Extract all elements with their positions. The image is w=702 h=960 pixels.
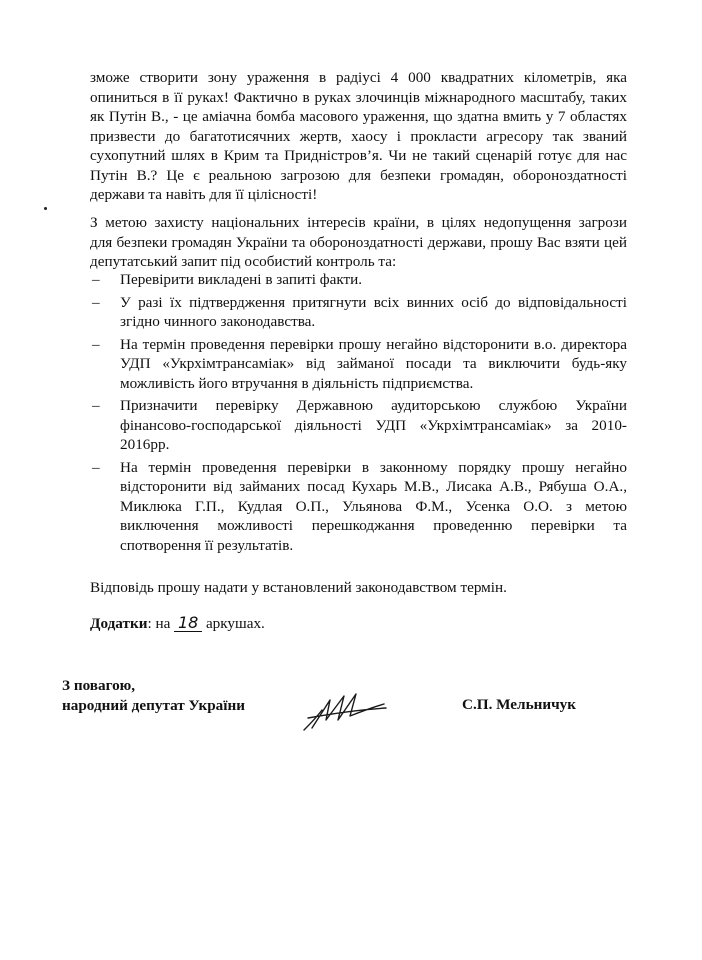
closing-title: народний депутат України <box>62 696 245 714</box>
request-item <box>90 270 627 290</box>
attachments-label: Додатки <box>90 615 148 632</box>
purpose-line: депутатський запит під особистий контроль та: <box>90 253 397 270</box>
signature-image <box>300 690 390 736</box>
list-dash: – <box>92 335 100 353</box>
request-line: фінансово-господарської діяльності УДП «Укрхімтрансаміак» за 2010- <box>120 416 627 434</box>
request-item <box>90 335 627 394</box>
purpose-line: для безпеки громадян України та обороноздатності держави, прошу Вас взяти цей <box>90 233 627 251</box>
intro-line: сухопутний шлях в Крим та Придністров’я. Чи не такий сценарій готує для нас <box>90 147 627 164</box>
request-line: виключення можливості перешкоджання проведенню перевірки та <box>120 517 627 534</box>
list-dash: – <box>92 271 100 288</box>
attachments-prefix: : на <box>147 615 175 632</box>
attachments-line <box>90 614 265 634</box>
purpose-paragraph <box>90 213 627 272</box>
intro-line: як Путін В., - це аміачна бомба масового ураження, що здатна вмить у 7 областях <box>90 108 627 125</box>
request-line: Призначити перевірку Державною аудиторською службою України <box>120 397 627 414</box>
intro-line: опиниться в її руках! Фактично в руках злочинців міжнародного масштабу, таких <box>90 88 627 106</box>
intro-line: Путін В.? Це є реальною загрозою для безпеки громадян, обороноздатності <box>90 166 627 184</box>
request-line: спотворення її результатів. <box>120 536 294 554</box>
answer-request: Відповідь прошу надати у встановлений законодавством термін. <box>90 579 507 596</box>
intro-line: зможе створити зону ураження в радіусі 4 000 квадратних кілометрів, яка <box>90 69 627 86</box>
intro-line: держави та навіть для її цілісності! <box>90 186 318 203</box>
purpose-line: З метою захисту національних інтересів країни, в цілях недопущення загрози <box>90 214 627 231</box>
request-line: 2016рр. <box>120 436 170 453</box>
closing-greeting: З повагою, <box>62 677 136 694</box>
request-item <box>90 293 627 332</box>
request-line: На термін проведення перевірки в законному порядку прошу негайно <box>120 458 627 476</box>
intro-paragraph <box>90 68 627 205</box>
list-dash: – <box>92 397 100 414</box>
request-line: На термін проведення перевірки прошу негайно відсторонити в.о. директора <box>120 335 627 353</box>
request-line: У разі їх підтвердження притягнути всіх винних осіб до відповідальності <box>120 293 627 311</box>
requests-list <box>90 270 627 558</box>
list-dash: – <box>92 293 100 311</box>
request-line: згідно чинного законодавства. <box>120 313 316 330</box>
request-line: УДП «Укрхімтрансаміак» від займаної посади та виключити будь-яку <box>120 355 627 372</box>
signer-name: С.П. Мельничук <box>462 696 577 713</box>
request-line: Перевірити викладені в запиті факти. <box>120 271 363 288</box>
attachments-count: 18 <box>174 615 202 632</box>
request-line: можливість його втручання в діяльність підприємства. <box>120 374 474 392</box>
scan-speck <box>44 207 47 210</box>
intro-line: призвести до багатотисячних жертв, хаосу і прокласти агресору так званий <box>90 127 627 145</box>
request-line: відсторонити від займаних посад Кухарь М.В., Лисака А.В., Рябуша О.А., <box>120 478 627 495</box>
request-item <box>90 458 627 556</box>
list-dash: – <box>92 458 100 476</box>
request-line: Миклюка Г.П., Кудлая О.П., Ульянова Ф.М., Усенка О.О. з метою <box>120 497 627 515</box>
attachments-suffix: аркушах. <box>202 615 265 632</box>
closing-block <box>62 676 245 715</box>
request-item <box>90 396 627 455</box>
